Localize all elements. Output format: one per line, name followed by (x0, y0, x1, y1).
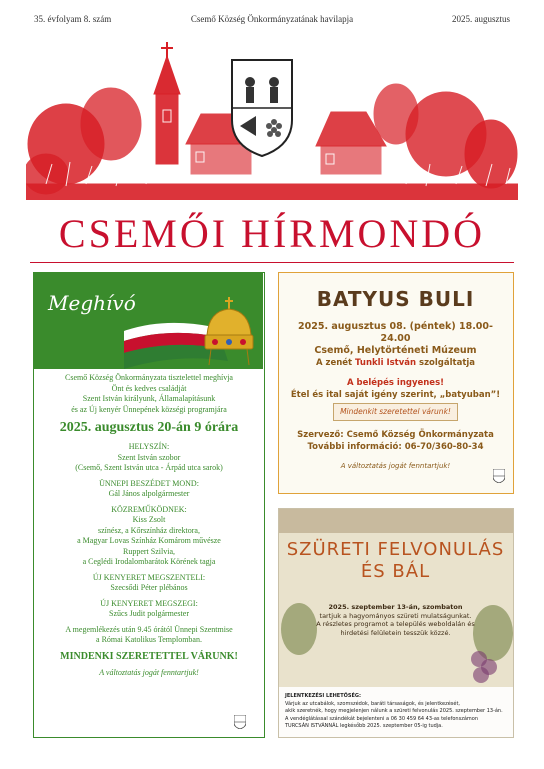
bless-label: ÚJ KENYERET MEGSZENTELI: (92, 572, 206, 582)
cut-label: ÚJ KENYERET MEGSZEGI: (100, 598, 198, 608)
batyus-welcome: Mindenkit szeretettel várunk! (333, 403, 458, 421)
small-coat-of-arms-icon (493, 469, 505, 483)
contributor-line: Kiss Zsolt (132, 515, 166, 524)
musician-name: Tunkli István (355, 358, 417, 368)
holy-crown-icon (199, 295, 259, 367)
batyus-when: 2025. augusztus 08. (péntek) 18.00-24.00 (298, 321, 493, 344)
batyus-where: Csemő, Helytörténeti Múzeum (314, 345, 477, 356)
apply-line: Várjuk az utcabálok, szomszédok, baráti társaságok, és jelentkezését, (285, 700, 461, 707)
batyus-organizer: Szervező: Csemő Község Önkormányzata (297, 430, 494, 440)
harvest-festival-poster (278, 508, 514, 738)
apply-line: A vendéglátással szándékát bejelenteni a 06 30 459 64 43-as telefonszámon (285, 715, 478, 722)
speech-label: ÜNNEPI BESZÉDET MOND: (99, 478, 199, 488)
apply-line: akik szeretnék, hogy megjelenjen nálunk a szüreti felvonulás 2025. szeptember 13-án. (285, 708, 503, 714)
batyus-buli-title: BATYUS BULI (316, 287, 475, 311)
intro-line: Szent István királyunk, Államalapításunk (82, 394, 216, 403)
venue-line: (Csemő, Szent István utca - Árpád utca sarok) (75, 463, 223, 472)
issue-header (0, 14, 544, 28)
contributors-label: KÖZREMŰKÖDNEK: (111, 504, 187, 514)
harvest-title-line1: SZÜRETI FELVONULÁS (286, 539, 505, 560)
blesser-name: Szecsődi Péter plébános (110, 583, 188, 592)
batyus-disclaimer: A változtatás jogát fenntartjuk! (340, 462, 451, 470)
after-line: A megemlékezés után 9.45 órától Ünnepi Szentmise (65, 624, 233, 634)
harvest-line: A részletes programot a település weboldalán és (316, 620, 475, 628)
harvest-date: 2025. szeptember 13-án, szombaton (328, 603, 463, 611)
invitation-heading: Meghívó (48, 291, 136, 315)
publisher-line: Csemő Község Önkormányzatának havilapja (190, 14, 354, 24)
contributor-line: a Ceglédi Irodalombarátok Körének tagja (82, 557, 216, 566)
harvest-title (279, 539, 512, 583)
apply-label: JELENTKEZÉSI LEHETŐSÉG: (285, 693, 361, 699)
harvest-line: tartjuk a hagyományos szüreti mulatságunkat. (319, 611, 472, 620)
harvest-line: hirdetési felületein tesszük közzé. (340, 628, 451, 637)
contributor-line: a Magyar Lovas Színház Komárom művésze (77, 536, 221, 545)
batyus-buli-details (283, 321, 508, 472)
after-line: a Római Katolikus Templomban. (96, 635, 202, 644)
newspaper-title: CSEMŐI HÍRMONDÓ (58, 211, 486, 256)
speaker-name: Gál János alpolgármester (108, 489, 190, 498)
music-prefix: A zenét (315, 358, 356, 368)
small-coat-of-arms-icon (234, 715, 246, 729)
invitation-banner (34, 273, 263, 369)
issue-number: 35. évfolyam 8. szám (34, 14, 112, 24)
intro-line: Önt és kedves családját (111, 383, 187, 393)
music-suffix: szolgáltatja (416, 358, 476, 368)
batyus-music (283, 357, 508, 369)
apply-line: TURCSÁN ISTVÁNNÁL legkésőbb 2025. szeptember 05-ig tudja. (285, 723, 443, 729)
application-note (285, 693, 507, 731)
batyus-entry: A belépés ingyenes! (346, 378, 445, 388)
event-date-time: 2025. augusztus 20-án 9 órára (59, 420, 239, 435)
contributor-line: Ruppert Szilvia, (123, 546, 175, 556)
welcome-line: MINDENKI SZERETETTEL VÁRUNK! (60, 650, 238, 662)
venue-label: HELYSZÍN: (128, 442, 170, 451)
intro-line: és az Új kenyér Ünnepének községi programjára (71, 404, 227, 414)
cutter-name: Szűcs Judit polgármester (109, 609, 189, 618)
batyus-buli-poster (278, 272, 514, 494)
batyus-bring: Étel és ital saját igény szerint, „batyuban”! (290, 390, 501, 400)
invitation-panel (33, 272, 265, 738)
contributor-line: színész, a Kőrszínház direktora, (98, 525, 200, 535)
harvest-details (287, 603, 504, 637)
invitation-text (38, 373, 260, 679)
village-banner-illustration (26, 34, 518, 200)
batyus-info: További információ: 06-70/360-80-34 (307, 442, 484, 452)
village-coat-of-arms (232, 60, 292, 156)
venue-line: Szent István szobor (117, 452, 181, 462)
masthead-divider (30, 262, 514, 263)
intro-line: Csemő Község Önkormányzata tisztelettel meghívja (65, 373, 233, 382)
issue-date: 2025. augusztus (452, 14, 510, 24)
harvest-title-line2: ÉS BÁL (360, 561, 431, 582)
disclaimer-line: A változtatás jogát fenntartjuk! (99, 668, 199, 677)
